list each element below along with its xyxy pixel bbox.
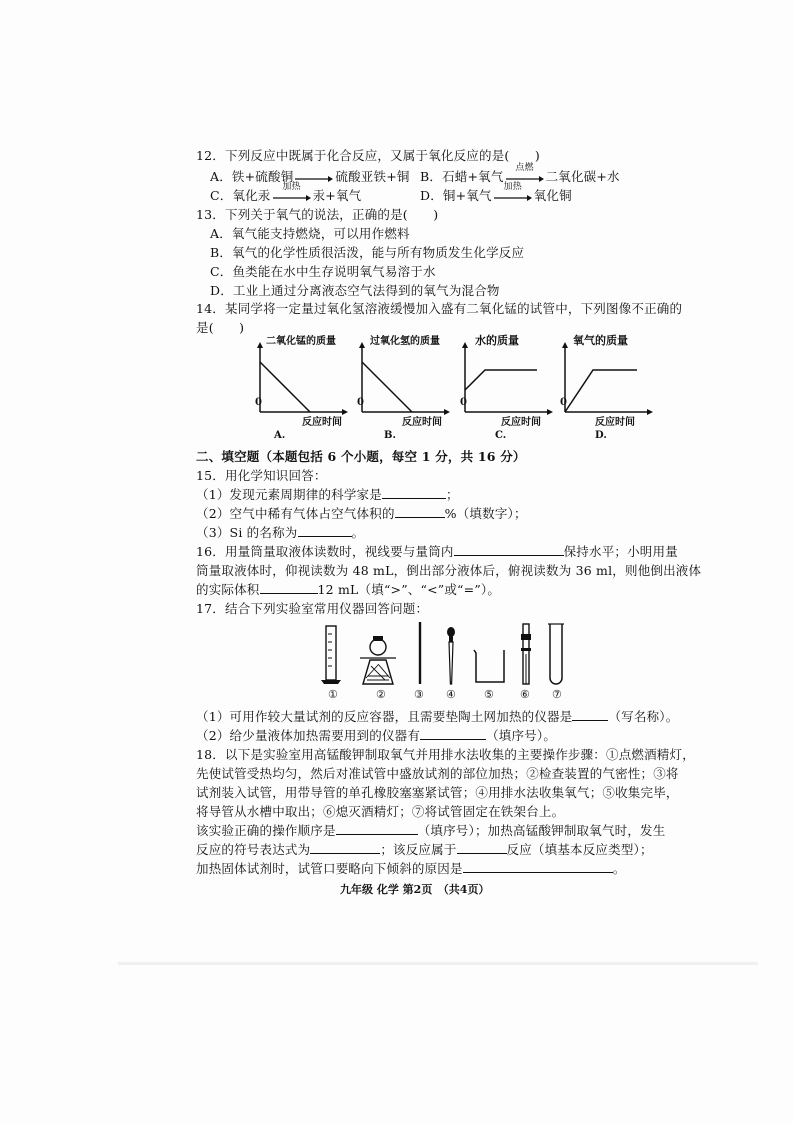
graph-b-option: B. [384, 430, 396, 441]
q15-stem: 15．用化学知识回答： [196, 468, 327, 483]
q12-option-b: B．石蜡+氧气 点燃 二氧化碳+水 [420, 162, 620, 184]
graph-b-origin: 0 [357, 397, 364, 408]
graph-d-ylabel: 氧气的质量 [573, 334, 628, 347]
graph-a-xlabel: 反应时间 [302, 417, 342, 428]
q18-blank-2[interactable] [310, 841, 380, 854]
q18-line4: 将导管从水槽中取出；⑥熄灭酒精灯；⑦将试管固定在铁架台上。 [196, 804, 565, 819]
instrument-label-5: ⑤ [484, 688, 495, 701]
page-footer: 九年级 化学 第2页 （共4页） [340, 883, 490, 896]
q16-line3: 的实际体积 12 mL（填“>”、“<”或“=”）。 [196, 582, 501, 597]
graph-d-curve [565, 370, 637, 412]
q12-option-c: C．氧化汞 加热 汞+氧气 [210, 181, 362, 203]
q17-part1: （1）可用作较大量试剂的反应容器，且需要垫陶土网加热的仪器是 （写名称）。 [196, 709, 679, 724]
graph-d-option: D. [595, 430, 607, 441]
q15-part3: （3）Si 的名称为 。 [196, 525, 365, 540]
q13-option-c: C．鱼类能在水中生存说明氧气易溶于水 [210, 264, 436, 279]
q16-blank-2[interactable] [260, 581, 318, 594]
reaction-arrow-icon: 加热 [273, 191, 311, 203]
beaker-icon [474, 650, 504, 682]
q18-line6: 反应的符号表达式为 ；该反应属于 反应（填基本反应类型）； [196, 842, 653, 857]
q14-graph-d [555, 332, 655, 442]
q14-graph-c [455, 332, 555, 442]
graph-a-ylabel: 二氧化锰的质量 [266, 336, 336, 347]
graph-b-curve [362, 362, 412, 412]
q13-option-b: B．氧气的化学性质很活泼，能与所有物质发生化学反应 [210, 245, 525, 260]
q18-line2: 先使试管受热均匀，然后对准试管中盛放试剂的部位加热；②检查装置的气密性；③将 [196, 766, 679, 781]
graph-c-option: C. [495, 430, 507, 441]
test-tube-icon [548, 624, 564, 684]
graph-c-xlabel: 反应时间 [501, 417, 541, 428]
graph-a-option: A. [274, 430, 286, 441]
q15-blank-2[interactable] [395, 505, 445, 518]
q15-part1: （1）发现元素周期律的科学家是 ； [196, 487, 459, 502]
section-2-heading: 二、填空题（本题包括 6 个小题，每空 1 分，共 16 分） [196, 449, 526, 464]
q13-stem: 13．下列关于氧气的说法，正确的是( ) [196, 207, 439, 222]
q15-blank-1[interactable] [382, 486, 446, 499]
graph-d-origin: 0 [560, 397, 567, 408]
scan-edge-divider [118, 962, 758, 965]
instrument-label-4: ④ [446, 688, 457, 701]
q17-stem: 17．结合下列实验室常用仪器回答问题： [196, 601, 429, 616]
q16-line1: 16．用量筒量取液体读数时，视线要与量筒内 保持水平；小明用量 [196, 544, 678, 559]
q14-graph-a [250, 332, 350, 442]
q13-option-d: D．工业上通过分离液态空气法得到的氧气为混合物 [210, 283, 500, 298]
q17-instrument-labels [318, 686, 578, 702]
q16-line2: 筒量取液体时，仰视读数为 48 mL，倒出部分液体后，俯视读数为 36 ml，则他倒出液体 [196, 563, 702, 578]
q18-blank-1[interactable] [336, 822, 418, 835]
q17-blank-1[interactable] [572, 708, 608, 721]
q12-option-a: A．铁+硫酸铜 硫酸亚铁+铜 [210, 169, 410, 184]
q14-stem-line1: 14．某同学将一定量过氧化氢溶液缓慢加入盛有二氧化锰的试管中，下列图像不正确的 [196, 301, 683, 316]
q18-line5: 该实验正确的操作顺序是 （填序号）；加热高锰酸钾制取氧气时，发生 [196, 823, 666, 838]
q18-blank-4[interactable] [463, 860, 613, 873]
graduated-cylinder-icon [321, 626, 341, 684]
reaction-arrow-icon: 点燃 [506, 172, 544, 184]
reaction-arrow-icon: 加热 [494, 191, 532, 203]
q13-option-a: A．氧气能支持燃烧，可以用作燃料 [210, 226, 410, 241]
q17-blank-2[interactable] [420, 727, 486, 740]
q18-line1: 18．以下是实验室用高锰酸钾制取氧气并用排水法收集的主要操作步骤：①点燃酒精灯， [196, 747, 695, 762]
q17-part2: （2）给少量液体加热需要用到的仪器有 （填序号）。 [196, 728, 557, 743]
instrument-label-3: ③ [414, 688, 425, 701]
graph-a-origin: 0 [255, 397, 262, 408]
instrument-label-2: ② [376, 688, 387, 701]
q18-line7: 加热固体试剂时，试管口要略向下倾斜的原因是 。 [196, 861, 626, 876]
graph-a-curve [260, 362, 310, 412]
dropper-icon [447, 627, 455, 684]
test-tube-holder-icon [521, 624, 531, 684]
q15-part2: （2）空气中稀有气体占空气体积的 %（填数字）； [196, 506, 527, 521]
q18-blank-3[interactable] [457, 841, 507, 854]
q14-stem-line2: 是( ) [196, 320, 245, 335]
graph-b-ylabel: 过氧化氢的质量 [370, 336, 440, 347]
q18-line3: 试剂装入试管，用带导管的单孔橡胶塞塞紧试管；④用排水法收集氧气；⑤收集完毕， [196, 785, 679, 800]
instrument-label-7: ⑦ [552, 688, 563, 701]
q16-blank-1[interactable] [454, 543, 564, 556]
instrument-label-1: ① [328, 688, 339, 701]
graph-c-origin: 0 [460, 397, 467, 408]
q12-stem: 12．下列反应中既属于化合反应，又属于氧化反应的是( ) [196, 148, 540, 163]
instrument-label-6: ⑥ [520, 688, 531, 701]
alcohol-lamp-icon [360, 636, 396, 684]
q12-option-d: D．铜+氧气 加热 氧化铜 [420, 181, 572, 203]
graph-b-xlabel: 反应时间 [402, 417, 442, 428]
graph-c-ylabel: 水的质量 [475, 334, 519, 347]
q15-blank-3[interactable] [298, 524, 352, 537]
graph-c-curve [465, 370, 537, 390]
q14-graph-b [352, 332, 452, 442]
graph-d-xlabel: 反应时间 [595, 417, 635, 428]
